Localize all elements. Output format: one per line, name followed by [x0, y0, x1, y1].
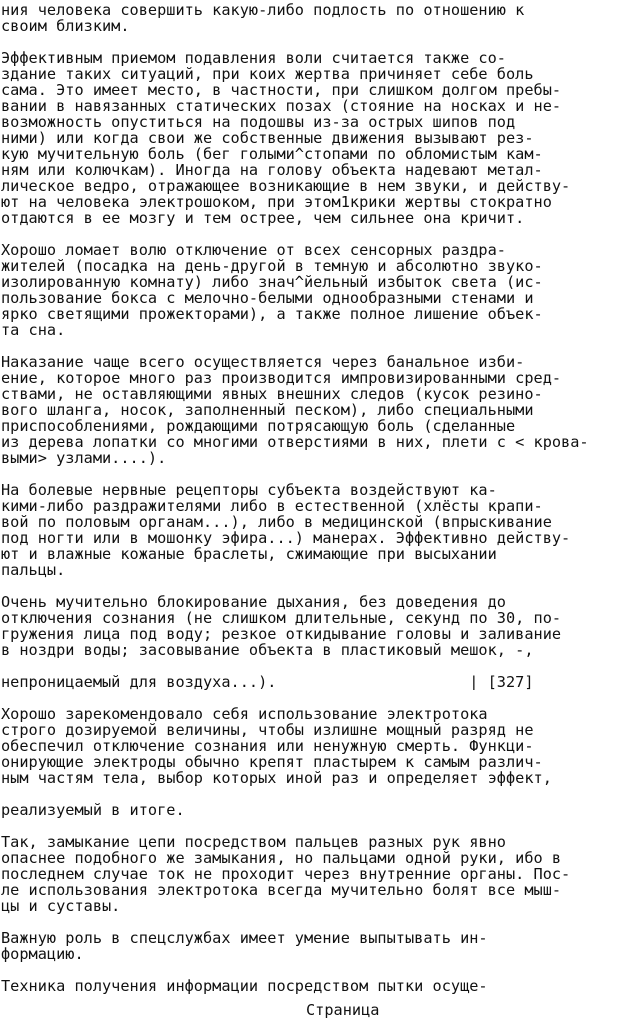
text-line — [1, 338, 619, 354]
text-line: Важную роль в спецслужбах имеет умение выпытывать ин- — [1, 930, 488, 946]
text-line: Хорошо зарекомендовало себя использование электротока — [1, 706, 488, 722]
text-line: та сна. — [1, 322, 66, 338]
text-line: ют на человека электрошоком, при этом1крики жертвы стократно — [1, 194, 552, 210]
text-line — [1, 578, 619, 594]
text-line: Наказание чаще всего осуществляется через банальное изби- — [1, 354, 525, 370]
text-line: отдаются в ее мозгу и тем острее, чем сильнее она кричит. — [1, 210, 525, 226]
text-line: формацию. — [1, 946, 84, 962]
text-line: непроницаемый для воздуха...). | [327] — [1, 674, 534, 690]
text-line: Хорошо ломает волю отключение от всех сенсорных раздра- — [1, 242, 506, 258]
text-line: жителей (посадка на день-другой в темную и абсолютно звуко- — [1, 258, 543, 274]
text-line: ними) или когда свои же собственные движения вызывают рез- — [1, 130, 534, 146]
page-footer-label: Страница — [306, 1001, 380, 1019]
text-line: кую мучительную боль (бег голыми^стопами по обломистым кам- — [1, 146, 543, 162]
text-line: ния человека совершить какую-либо подлость по отношению к — [1, 2, 525, 18]
text-line: выми> узлами....). — [1, 450, 167, 466]
text-line: обеспечил отключение сознания или ненужную смерть. Функци- — [1, 738, 534, 754]
text-line — [1, 690, 619, 706]
text-line — [1, 914, 619, 930]
text-line: ням или колючкам). Иногда на голову объекта надевают метал- — [1, 162, 543, 178]
text-line: опаснее подобного же замыкания, но пальцами одной руки, ибо в — [1, 850, 562, 866]
text-line: ярко светящими прожекторами), а также полное лишение объек- — [1, 306, 543, 322]
text-line: из дерева лопатки со многими отверстиями в них, плети с < крова- — [1, 434, 589, 450]
text-line — [1, 226, 619, 242]
text-line: в ноздри воды; засовывание объекта в пластиковый мешок, -, — [1, 642, 534, 658]
text-line: строго дозируемой величины, чтобы излишне мощный разряд не — [1, 722, 534, 738]
text-line: приспособлениями, рождающими потрясающую боль (сделанные — [1, 418, 516, 434]
text-line — [1, 34, 619, 50]
text-line: под ногти или в мошонку эфира...) манерах. Эффективно действу- — [1, 530, 571, 546]
text-line: ение, которое много раз производится импровизированными сред- — [1, 370, 562, 386]
text-line: здание таких ситуаций, при коих жертва причиняет себе боль — [1, 66, 534, 82]
text-line — [1, 658, 619, 674]
text-line: Эффективным приемом подавления воли считается также со- — [1, 50, 506, 66]
text-line: реализуемый в итоге. — [1, 802, 185, 818]
text-line: На болевые нервные рецепторы субъекта воздействуют ка- — [1, 482, 497, 498]
text-line: сама. Это имеет место, в частности, при слишком долгом пребы- — [1, 82, 562, 98]
text-line: отключения сознания (не слишком длительные, секунд по 30, по- — [1, 610, 562, 626]
text-line — [1, 962, 619, 978]
text-line: ле использования электротока всегда мучительно болят все мыш- — [1, 882, 562, 898]
text-line — [1, 786, 619, 802]
text-line: ным частям тела, выбор которых иной раз и определяет эффект, — [1, 770, 552, 786]
text-line: пальцы. — [1, 562, 66, 578]
text-line: вой по половым органам...), либо в медицинской (впрыскивание — [1, 514, 552, 530]
text-line: вого шланга, носок, заполненный песком), либо специальными — [1, 402, 534, 418]
text-line: вании в навязанных статических позах (стояние на носках и не- — [1, 98, 562, 114]
text-line: Очень мучительно блокирование дыхания, без доведения до — [1, 594, 506, 610]
text-line: лическое ведро, отражающее возникающие в нем звуки, и действу- — [1, 178, 571, 194]
document-body — [1, 2, 619, 994]
text-line: пользование бокса с мелочно-белыми однообразными стенами и — [1, 290, 534, 306]
text-line: ствами, не оставляющими явных внешних следов (кусок резино- — [1, 386, 543, 402]
text-line: Так, замыкание цепи посредством пальцев разных рук явно — [1, 834, 506, 850]
text-line: изолированную комнату) либо знач^йельный избыток света (ис- — [1, 274, 543, 290]
text-line: кими-либо раздражителями либо в естественной (хлёсты крапи- — [1, 498, 543, 514]
text-line: Техника получения информации посредством пытки осуще- — [1, 978, 488, 994]
text-line: цы и суставы. — [1, 898, 121, 914]
text-line: своим близким. — [1, 18, 130, 34]
text-line: гружения лица под воду; резкое откидывание головы и заливание — [1, 626, 562, 642]
text-line: онирующие электроды обычно крепят пластырем к самым различ- — [1, 754, 543, 770]
text-line — [1, 818, 619, 834]
text-line: возможность опуститься на подошвы из-за острых шипов под — [1, 114, 516, 130]
text-line — [1, 466, 619, 482]
text-line: последнем случае ток не проходит через внутренние органы. Пос- — [1, 866, 571, 882]
text-line: ют и влажные кожаные браслеты, сжимающие при высыхании — [1, 546, 497, 562]
